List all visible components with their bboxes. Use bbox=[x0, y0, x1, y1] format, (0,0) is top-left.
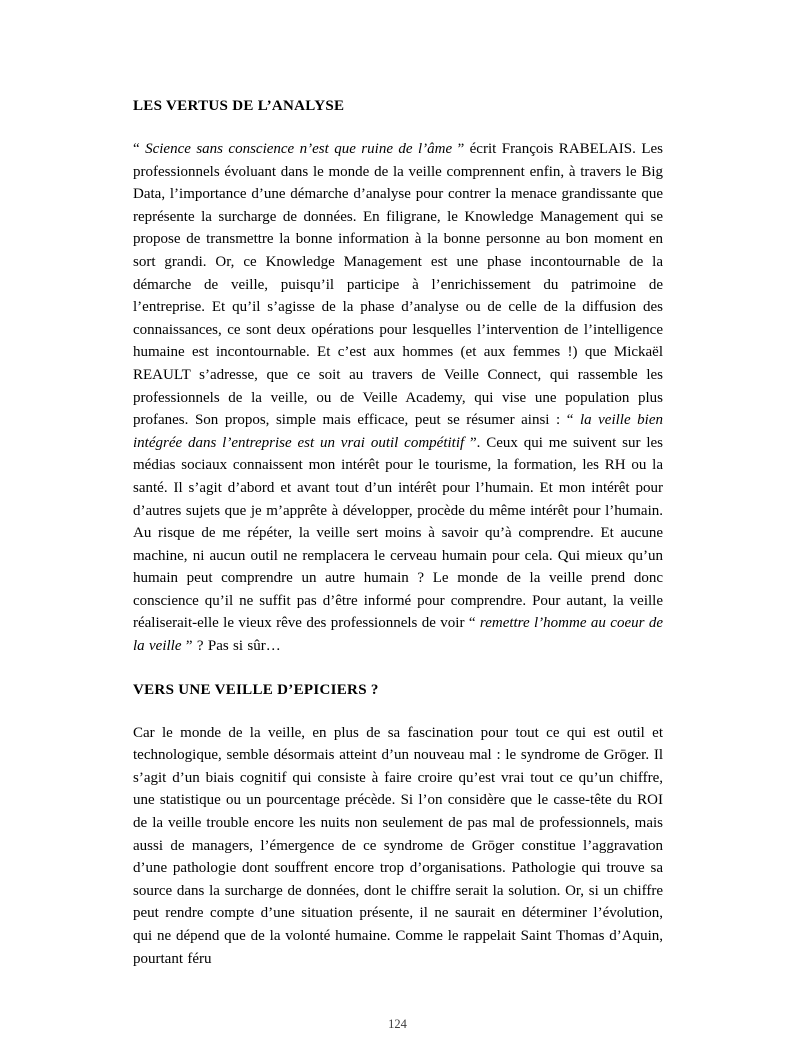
page-number: 124 bbox=[388, 1017, 407, 1031]
document-page-body bbox=[133, 97, 663, 970]
section-heading-analyse: LES VERTUS DE L’ANALYSE bbox=[133, 98, 345, 114]
body-text-1: ” écrit François RABELAIS. Les professionnels évoluant dans le monde de la veille comprennent enfin, à travers le Big Data, l’importance d’une démarche d’analyse pour contrer la menace grandissante que représente la surcharge de données. En filigrane, le Knowledge Management qui se propose de transmettre la bonne information à la bonne personne au bon moment en sort grandi. Or, ce Knowledge Management est une phase incontournable de la démarche de veille, puisqu’il participe à l’enrichissement du patrimoine de l’entreprise. Et qu’il s’agisse de la phase d’analyse ou de celle de la diffusion des connaissances, ce sont deux opérations pour lesquelles l’intervention de l’intelligence humaine est incontournable. Et c’est aux hommes (et aux femmes !) que Mickaël REAULT s’adresse, que ce soit au travers de Veille Connect, qui rassemble les professionnels de la veille, ou de Veille Academy, qui vise une population plus profanes. Son propos, simple mais efficace, peut se résumer ainsi : “ bbox=[133, 141, 663, 429]
paragraph-epiciers: Car le monde de la veille, en plus de sa fascination pour tout ce qui est outil et technologique, semble désormais atteint d’un nouveau mal : le syndrome de Grōger. Il s’agit d’un biais cognitif qui consiste à faire croire qu’est vrai tout ce qu’un chiffre, une statistique ou un pourcentage précède. Si l’on considère que le casse-tête du ROI de la veille trouble encore les nuits non seulement de pas mal de professionnels, mais aussi de managers, l’émergence de ce syndrome de Grōger constitue l’aggravation d’une pathologie dont souffrent encore trop d’organisations. Pathologie qui trouve sa source dans la surcharge de données, dont le chiffre serait la solution. Or, si un chiffre peut rendre compte d’une situation présente, il ne saurait en déterminer l’évolution, qui ne dépend que de la volonté humaine. Comme le rappelait Saint Thomas d’Aquin, pourtant féru bbox=[133, 724, 663, 967]
section-heading-epiciers: VERS UNE VEILLE D’EPICIERS ? bbox=[133, 681, 379, 698]
paragraph-analyse bbox=[133, 138, 663, 658]
italic-quote-rabelais: Science sans conscience n’est que ruine de l’âme bbox=[145, 141, 453, 157]
italic-quote-homme-coeur-veille: remettre l’homme au coeur de la veille bbox=[133, 615, 663, 655]
quote-open-mark: “ bbox=[133, 141, 146, 157]
body-text-2: ”. Ceux qui me suivent sur les médias sociaux connaissent mon intérêt pour le tourisme, la formation, les RH ou la santé. Il s’agit d’abord et avant tout d’un intérêt pour l’humain. Et mon intérêt pour d’autres sujets que je m’apprête à développer, procède du même intérêt pour l’humain. Au risque de me répéter, la veille sert moins à savoir qu’à comprendre. Et aucune machine, ni aucun outil ne remplacera le cerveau humain pour cela. Qui mieux qu’un humain peut comprendre un autre humain ? Le monde de la veille prend donc conscience qu’il ne suffit pas d’être informé pour comprendre. Pour autant, la veille réaliserait-elle le vieux rêve des professionnels de voir “ bbox=[133, 434, 663, 632]
body-text-3: ” ? Pas si sûr… bbox=[181, 638, 281, 655]
italic-quote-veille-integree: la veille bien intégrée dans l’entreprise est un vrai outil compétitif bbox=[133, 412, 664, 451]
